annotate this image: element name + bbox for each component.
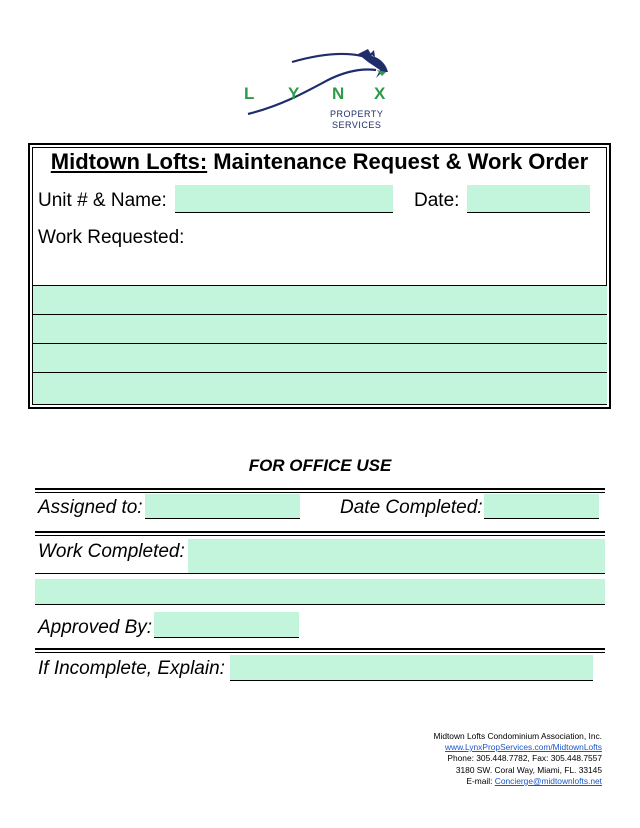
office-divider-2 [35, 531, 605, 536]
if-incomplete-input[interactable] [230, 655, 593, 681]
logo-letter-y: Y [288, 84, 300, 103]
date-completed-underline [484, 518, 599, 519]
office-use-heading: FOR OFFICE USE [248, 456, 392, 475]
work-completed-input-2[interactable] [35, 579, 605, 604]
title-prefix: Midtown Lofts: [50, 149, 208, 174]
work-requested-line-1[interactable] [33, 286, 607, 315]
work-completed-line-2 [35, 604, 605, 605]
approved-by-input[interactable] [154, 612, 299, 638]
if-incomplete-underline [230, 680, 593, 681]
email-prefix: E-mail: [466, 776, 495, 786]
work-requested-line-2[interactable] [33, 315, 607, 344]
if-incomplete-label: If Incomplete, Explain: [38, 658, 225, 679]
website-link[interactable]: www.LynxPropServices.com/MidtownLofts [444, 742, 602, 752]
email-link[interactable]: Concierge@midtownlofts.net [494, 776, 602, 786]
title-rest: Maintenance Request & Work Order [207, 149, 589, 174]
unit-name-underline [175, 212, 393, 213]
unit-name-label: Unit # & Name: [38, 190, 167, 211]
company-logo [240, 48, 400, 132]
office-divider-3 [35, 648, 605, 653]
work-completed-input-1[interactable] [188, 539, 605, 574]
footer-website[interactable] [445, 742, 602, 753]
assigned-to-input[interactable] [145, 494, 300, 519]
office-divider-1 [35, 488, 605, 493]
logo-letter-n: N [332, 84, 345, 103]
footer-org: Midtown Lofts Condominium Association, Inc. [433, 731, 602, 741]
footer-phone: Phone: 305.448.7782, Fax: 305.448.7557 [447, 753, 602, 763]
assigned-to-underline [145, 518, 300, 519]
logo-letter-l: L [244, 84, 255, 103]
work-requested-label: Work Requested: [38, 227, 185, 248]
footer-address: 3180 SW. Coral Way, Miami, FL. 33145 [455, 765, 602, 775]
work-requested-line-4[interactable] [33, 373, 607, 404]
approved-by-label: Approved By: [38, 617, 153, 638]
date-underline [467, 212, 590, 213]
form-title [28, 148, 611, 176]
assigned-to-label: Assigned to: [38, 497, 143, 518]
date-completed-input[interactable] [484, 494, 599, 519]
logo-services: SERVICES [332, 120, 382, 130]
work-completed-line-1 [35, 573, 605, 574]
logo-letter-x: X [374, 84, 386, 103]
unit-name-input[interactable] [175, 185, 393, 212]
date-completed-label: Date Completed: [340, 497, 483, 518]
footer-email [466, 776, 602, 787]
logo-property: PROPERTY [330, 109, 384, 119]
date-input[interactable] [467, 185, 590, 212]
approved-by-underline [154, 637, 299, 638]
work-completed-label: Work Completed: [38, 541, 185, 562]
date-label: Date: [414, 190, 460, 211]
work-requested-line-3[interactable] [33, 344, 607, 373]
